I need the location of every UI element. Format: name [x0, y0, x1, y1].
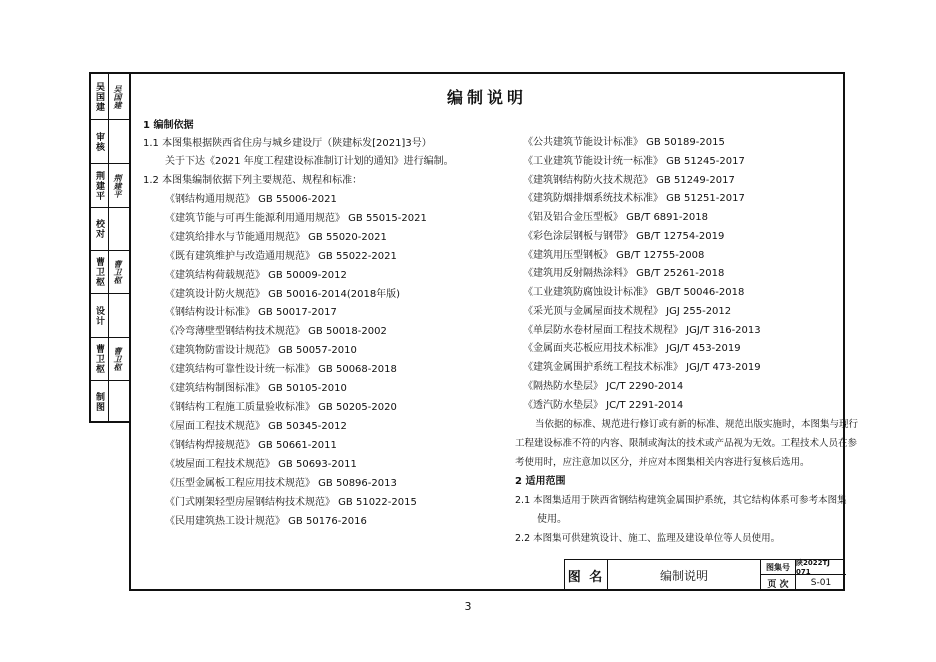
standard-item: 《钢结构焊接规范》 GB 50661-2011	[165, 440, 337, 451]
label-drawing-name: 图 名	[565, 560, 608, 591]
standard-item: 《建筑给排水与节能通用规范》 GB 55020-2021	[165, 232, 387, 243]
standard-item: 《建筑用压型钢板》 GB/T 12755-2008	[523, 250, 705, 261]
standard-item: 《建筑钢结构防火技术规范》 GB 51249-2017	[523, 175, 735, 186]
standard-item: 《屋面工程技术规范》 GB 50345-2012	[165, 421, 347, 432]
text-line: 工程建设标准不符的内容、限制或淘汰的技术或产品视为无效。工程技术人员在参	[515, 438, 858, 449]
sidebar-cell	[91, 164, 129, 208]
standard-item: 《钢结构通用规范》 GB 55006-2021	[165, 194, 337, 205]
standard-item: 《隔热防水垫层》 JC/T 2290-2014	[523, 381, 684, 392]
sidebar-role: 制图	[91, 381, 109, 423]
sidebar-cell	[91, 251, 129, 294]
sidebar-role: 吴国建	[91, 74, 109, 119]
standard-item: 《建筑金属围护系统工程技术标准》 JGJ/T 473-2019	[523, 362, 761, 373]
standard-item: 《透汽防水垫层》 JC/T 2291-2014	[523, 400, 684, 411]
standard-item: 《建筑结构制图标准》 GB 50105-2010	[165, 383, 347, 394]
standard-item: 《彩色涂层钢板与钢带》 GB/T 12754-2019	[523, 231, 725, 242]
standard-item: 《采光顶与金属屋面技术规程》 JGJ 255-2012	[523, 306, 732, 317]
standard-item: 《民用建筑热工设计规范》 GB 50176-2016	[165, 516, 367, 527]
standard-item: 《铝及铝合金压型板》 GB/T 6891-2018	[523, 212, 708, 223]
text-line: 1.1 本图集根据陕西省住房与城乡建设厅（陕建标发[2021]3号）	[143, 138, 432, 149]
section-heading: 1 编制依据	[143, 120, 194, 131]
standard-item: 《金属面夹芯板应用技术标准》 JGJ/T 453-2019	[523, 343, 741, 354]
standard-item: 《建筑结构荷载规范》 GB 50009-2012	[165, 270, 347, 281]
signature: 荆建平	[113, 173, 123, 198]
sidebar-role: 荆建平	[91, 164, 109, 207]
sidebar-role: 曹卫枢	[91, 338, 109, 380]
standard-item: 《工业建筑防腐蚀设计标准》 GB/T 50046-2018	[523, 287, 745, 298]
standard-item: 《门式刚架轻型房屋钢结构技术规范》 GB 51022-2015	[165, 497, 417, 508]
standard-item: 《建筑结构可靠性设计统一标准》 GB 50068-2018	[165, 364, 397, 375]
standard-item: 《单层防水卷材屋面工程技术规程》 JGJ/T 316-2013	[523, 325, 761, 336]
page-number: 3	[464, 600, 472, 613]
standard-item: 《钢结构工程施工质量验收标准》 GB 50205-2020	[165, 402, 397, 413]
standard-item: 《建筑物防雷设计规范》 GB 50057-2010	[165, 345, 357, 356]
standard-item: 《冷弯薄壁型钢结构技术规范》 GB 50018-2002	[165, 326, 387, 337]
page-title: 编制说明	[446, 88, 527, 107]
standard-item: 《建筑防烟排烟系统技术标准》 GB 51251-2017	[523, 193, 745, 204]
signature: 吴国建	[113, 84, 123, 109]
text-line: 2.1 本图集适用于陕西省钢结构建筑金属围护系统，其它结构体系可参考本图集	[515, 495, 847, 506]
standard-item: 《建筑节能与可再生能源利用通用规范》 GB 55015-2021	[165, 213, 427, 224]
sidebar-role: 校对	[91, 208, 109, 250]
sidebar-cell	[91, 120, 129, 164]
sidebar-role: 曹卫枢	[91, 251, 109, 293]
text-line: 当依据的标准、规范进行修订或有新的标准、规范出版实施时，本图集与现行	[535, 419, 859, 430]
standard-item: 《工业建筑节能设计统一标准》 GB 51245-2017	[523, 156, 745, 167]
signature	[108, 381, 129, 423]
signature	[108, 120, 129, 163]
sidebar-cell	[91, 294, 129, 338]
standard-item: 《既有建筑维护与改造通用规范》 GB 55022-2021	[165, 251, 397, 262]
sidebar-cell	[91, 381, 129, 423]
text-line: 2.2 本图集可供建筑设计、施工、监理及建设单位等人员使用。	[515, 533, 781, 544]
atlas-number: 陕2022TJ 071	[796, 560, 846, 575]
label-atlas-number: 图集号	[761, 560, 796, 575]
text-line: 考使用时，应注意加以区分，并应对本图集相关内容进行复核后选用。	[515, 457, 810, 468]
title-block	[564, 559, 845, 591]
sidebar-cell	[91, 208, 129, 251]
section-heading: 2 适用范围	[515, 476, 566, 487]
sheet-number: S-01	[810, 578, 832, 588]
text-line: 关于下达《2021 年度工程建设标准制订计划的通知》进行编制。	[165, 156, 454, 167]
standard-item: 《建筑设计防火规范》 GB 50016-2014(2018年版)	[165, 289, 401, 300]
standard-item: 《建筑用反射隔热涂料》 GB/T 25261-2018	[523, 268, 725, 279]
signature	[108, 208, 129, 250]
sidebar-role: 审核	[91, 120, 109, 163]
drawing-name: 编制说明	[608, 560, 761, 591]
label-page: 页 次	[761, 575, 796, 591]
standard-item: 《钢结构设计标准》 GB 50017-2017	[165, 307, 337, 318]
sidebar-cell	[91, 338, 129, 381]
standard-item: 《坡屋面工程技术规范》 GB 50693-2011	[165, 459, 357, 470]
standard-item: 《压型金属板工程应用技术规范》 GB 50896-2013	[165, 478, 397, 489]
sidebar-cell	[91, 74, 129, 120]
signature: 曹卫枢	[113, 260, 123, 284]
text-line: 1.2 本图集编制依据下列主要规范、规程和标准：	[143, 175, 363, 186]
standard-item: 《公共建筑节能设计标准》 GB 50189-2015	[523, 137, 725, 148]
approval-sidebar	[89, 72, 129, 423]
sidebar-role: 设计	[91, 294, 109, 337]
signature	[108, 294, 129, 337]
text-line: 使用。	[537, 514, 567, 525]
signature: 曹卫枢	[113, 347, 123, 371]
